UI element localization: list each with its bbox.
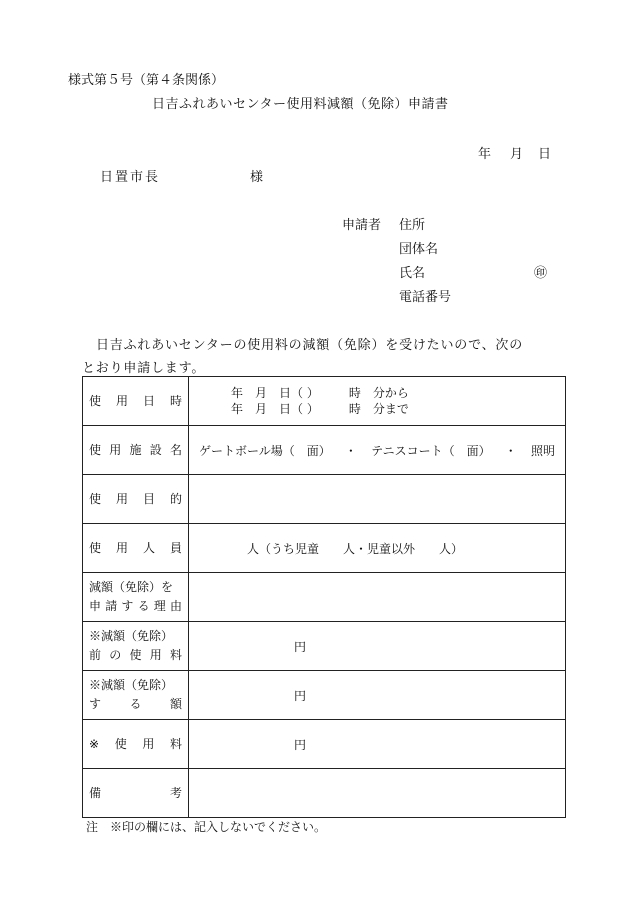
facility-gateball[interactable]: ゲートボール場（ 面）	[199, 443, 331, 458]
facility-lighting[interactable]: 照明	[530, 443, 555, 458]
yen-unit: 円	[294, 688, 307, 703]
yen-unit: 円	[294, 639, 307, 654]
remarks-cell[interactable]	[189, 769, 566, 818]
date-year: 年	[478, 147, 492, 162]
date-month: 月	[510, 147, 524, 162]
facility-dot-2: ・	[504, 443, 517, 458]
usage-time-to: 年 月 日（ ） 時 分まで	[231, 402, 409, 416]
table-row	[83, 377, 566, 426]
table-row	[83, 622, 566, 671]
yen-unit: 円	[294, 737, 307, 752]
people-cell[interactable]	[189, 524, 566, 573]
form-number: 様式第５号（第４条関係）	[68, 73, 225, 88]
table-row	[83, 769, 566, 818]
applicant-name-label: 氏名	[399, 266, 426, 281]
facility-dot-1: ・	[344, 443, 357, 458]
label-purpose: 使 用 目 的	[83, 475, 189, 524]
reduction-amount-cell	[189, 671, 566, 720]
document-title: 日吉ふれあいセンター使用料減額（免除）申請書	[152, 97, 449, 112]
label-usage-time: 使 用 日 時	[83, 377, 189, 426]
label-remarks: 備 考	[83, 769, 189, 818]
usage-time-from: 年 月 日（ ） 時 分から	[231, 386, 409, 400]
application-table	[82, 376, 566, 818]
table-row	[83, 671, 566, 720]
applicant-phone-label: 電話番号	[399, 290, 452, 305]
usage-time-cell[interactable]	[189, 377, 566, 426]
people-text: 人（うち児童 人・児童以外 人）	[247, 541, 464, 556]
purpose-cell[interactable]	[189, 475, 566, 524]
label-reduction-amount: ※減額（免除） す る 額	[83, 671, 189, 720]
label-facility: 使 用 施 設 名	[83, 426, 189, 475]
body-text-line1: 日吉ふれあいセンターの使用料の減額（免除）を受けたいので、次の	[96, 338, 524, 353]
fee-cell	[189, 720, 566, 769]
table-row	[83, 720, 566, 769]
table-row	[83, 524, 566, 573]
applicant-label: 申請者	[342, 218, 382, 233]
facility-tennis[interactable]: テニスコート（ 面）	[371, 443, 491, 458]
applicant-address-label: 住所	[399, 218, 426, 233]
applicant-group-label: 団体名	[399, 242, 439, 257]
label-fee-before: ※減額（免除） 前 の 使 用 料	[83, 622, 189, 671]
table-row	[83, 573, 566, 622]
fee-before-cell	[189, 622, 566, 671]
seal-mark: ㊞	[534, 266, 548, 281]
table-row	[83, 475, 566, 524]
date-day: 日	[538, 147, 552, 162]
label-reason: 減額（免除）を 申 請 す る 理 由	[83, 573, 189, 622]
footnote: 注 ※印の欄には、記入しないでください。	[86, 820, 327, 834]
label-people: 使 用 人 員	[83, 524, 189, 573]
body-text-line2: とおり申請します。	[82, 361, 206, 376]
addressee-honorific: 様	[250, 170, 264, 185]
label-fee: ※ 使 用 料	[83, 720, 189, 769]
reason-cell[interactable]	[189, 573, 566, 622]
addressee-name: 日置市長	[100, 170, 161, 185]
facility-cell[interactable]	[189, 426, 566, 475]
table-row	[83, 426, 566, 475]
